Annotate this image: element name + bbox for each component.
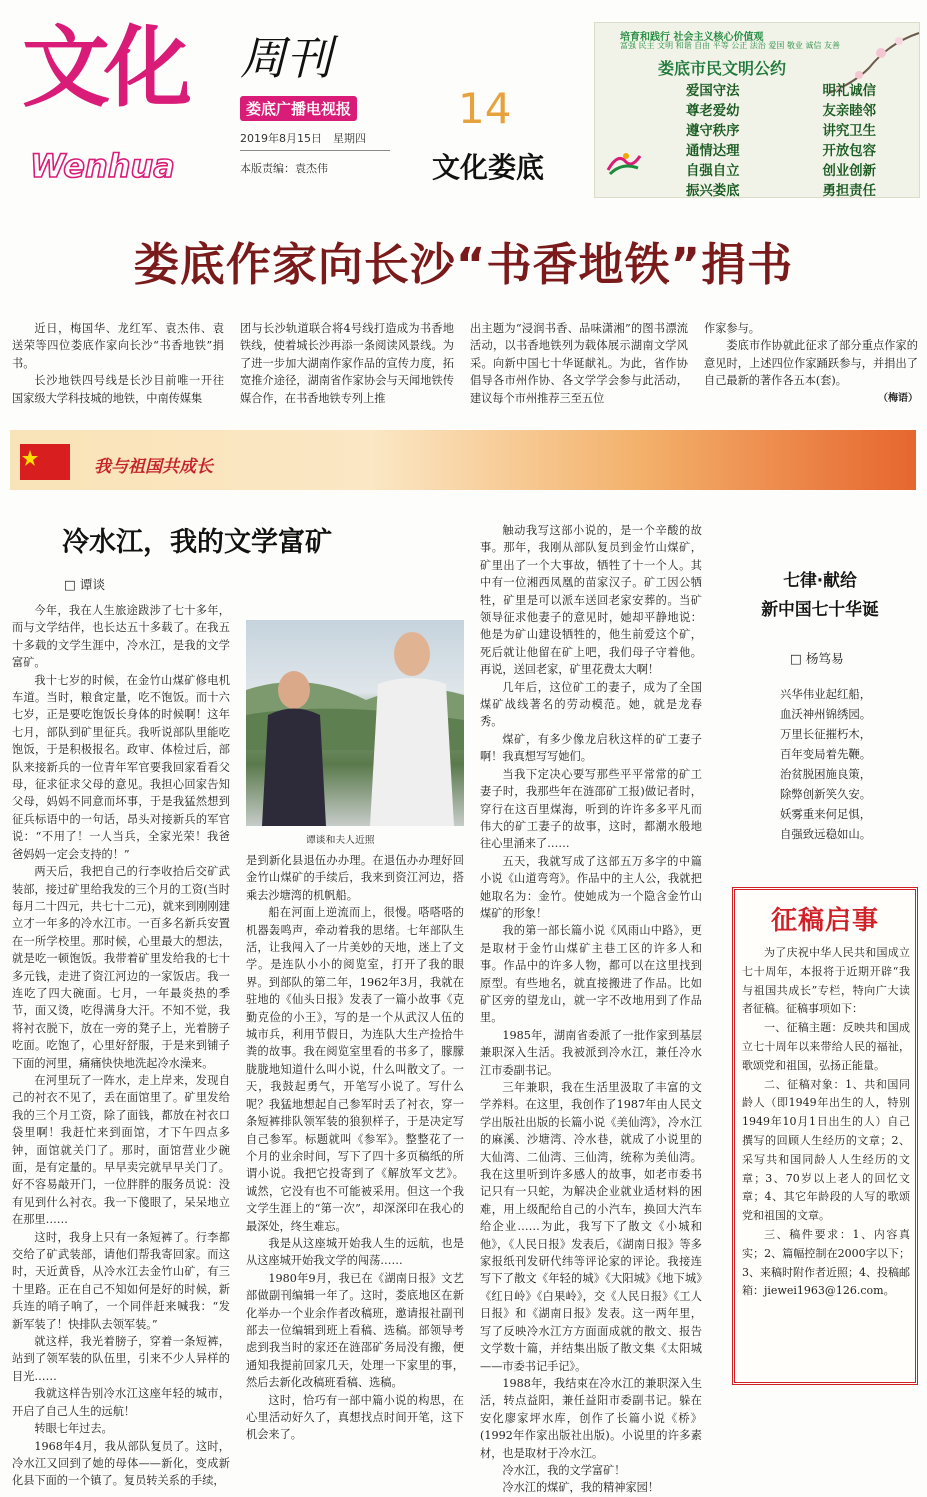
poem-line: 自强致远稳如山。: [780, 827, 872, 841]
column-banner-label: 我与祖国共成长: [94, 457, 213, 477]
lead-news-column: 作家参与。 娄底市作协就此征求了部分重点作家的意见时，上述四位作家踊跃参与，并捐出了自己最新的著作各五本(套)。 （梅语）: [704, 320, 918, 407]
author-photo: [246, 620, 464, 826]
poem-line: 万里长征摧朽木，: [780, 727, 872, 741]
poem-line: 兴华伟业起红船，: [780, 687, 872, 701]
article-column-3: 触动我写这部小说的，是一个辛酸的故事。那年，我刚从部队复员到金竹山煤矿，矿里出了一个大事故，牺牲了十一个人。其中有一位湘西凤凰的苗家汉子。矿工因公牺牲，矿里是可以派车送回老家安葬的。当矿领导征求他妻子的意见时，她却平静地说：他是为矿山建设牺牲的，他生前爱这个矿，死后就让他留在矿上吧，我们母子守着他。再说，送回老家，矿里花费太大啊！ 几年后，这位矿工的妻子，成为了全国煤矿战线著名的劳动模范。她，就是龙春秀。 煤矿，有多少像龙启秋这样的矿工妻子啊！我真想写写她们。 当我下定决心要写那些平平常常的矿工妻子时，我那些年在涟邵矿工报)做记者时，穿行在这百里煤海，听到的许许多多平凡而伟大的矿工妻子的故事，这时，都潮水般地往心里涌来了…… 五天，我就写成了这部五万多字的中篇小说《山道弯弯》。作品中的主人公，我就把她取名为：金竹。使她成为一个隐含金竹山煤矿的形象！ 我的第一部长篇小说《风雨山中路》，更是取材于金竹山煤矿主巷工区的许多人和事。作品中的许多人物，都可以在这里找到原型。有些地名，就直接搬进了作品。比如矿区旁的望龙山，就一字不改地用到了作品里。 1985年，湖南省委派了一批作家到基层兼职深入生活。我被派到冷水江，兼任冷水江市委副书记。 三年兼职，我在生活里汲取了丰富的文学养料。在这里，我创作了1987年由人民文学出版社出版的长篇小说《美仙湾》，冷水江的麻溪、沙塘湾、冷水巷，就成了小说里的大仙湾、二仙湾、三仙湾，统称为美仙湾。我在这里听到许多感人的故事，如老市委书记只有一只蛇，为解决企业就业适材料的困难，用上级配给自己的小汽车，换回大汽车给企业……为此，我写下了散文《小城和他》，《人民日报》发表后，《湖南日报》等多家报纸刊发研代纬等评论家的评论。我接连写下了散文《年轻的城》《大阳城》《地下城》《红日岭》《白果岭》，交《人民日报》《工人日报》和《湖南日报》发表。这一两年里，写了反映冷水江方方面面成就的散文、报告文学数十篇，并结集出版了散文集《太阳城——市委书记手记》。 1988年，我结束在冷水江的兼职深入生活，转点益阳，兼任益阳市委副书记。躲在安化廖家坪水库，创作了长篇小说《桥》(1992年作家出版社出版)。小说里的许多素材，也是取材于冷水江。 冷水江，我的文学富矿！ 冷水江的煤矿，我的精神家园！: [480, 524, 702, 1495]
poem-line: 血沃神州锦绣园。: [780, 707, 872, 721]
section-name: 文化娄底: [432, 151, 545, 184]
convention-row: 通情达理 开放包容: [686, 144, 876, 159]
core-values-header: 培育和践行 社会主义核心价值观: [620, 32, 764, 43]
masthead-wenhua: 文化: [22, 16, 187, 119]
lead-news-column: 团与长沙轨道联合将4号线打造成为书香地铁线，使着城长沙再添一条阅读风景线。为了进一步加大湖南作家作品的宣传力度，拓宽推介途径，湖南省作家协会与天闻地铁传媒合作，在书香地铁专列上推: [240, 322, 454, 405]
masthead-wenhua-en: Wenhua: [30, 147, 175, 185]
convention-row: 遵守秩序 讲究卫生: [686, 124, 876, 139]
civic-convention-title: 娄底市民文明公约: [658, 59, 787, 78]
civilized-city-logo: [604, 148, 644, 180]
convention-row: 爱国守法 明礼诚信: [686, 84, 876, 99]
convention-row: 振兴娄底 勇担责任: [686, 184, 876, 199]
poem-line: 治贫脱困施良策，: [780, 767, 872, 781]
call-for-papers-body: 为了庆祝中华人民共和国成立七十周年，本报将于近期开辟“我与祖国共成长”专栏，特向广大读者征稿。征稿事项如下： 一、征稿主题：反映共和国成立七十周年以来带给人民的福祉，歌颂党和祖国，弘扬正能量。 二、征稿对象：1、共和国同龄人（即1949年出生的人，特别1949年10月1日出生的人）自己撰写的回顾人生经历的文章；2、采写共和国同龄人人生经历的文章；3、70岁以上老人的回忆文章；4、其它年龄段的人写的歌颂党和祖国的文章。 三、稿件要求：1、内容真实；2、篇幅控制在2000字以下；3、来稿时附作者近照；4、投稿邮箱：jiewei1963@126.com。: [742, 946, 910, 1298]
poem-line: 除弊创新笑久安。: [780, 787, 872, 801]
call-for-papers-title: 征稿启事: [770, 906, 879, 936]
article-byline: □ 谭谈: [64, 577, 106, 592]
author-couple-photo: [246, 620, 464, 826]
convention-row: 尊老爱幼 友亲睦邻: [686, 104, 876, 119]
masthead-divider: [240, 150, 390, 151]
convention-row: 自强自立 创业创新: [686, 164, 876, 179]
masthead-org-badge: 娄底广播电视报: [240, 96, 357, 121]
page-number: 14: [458, 84, 512, 133]
civic-convention-grid: [686, 82, 876, 202]
main-headline: 娄底作家向长沙“书香地铁”捐书: [133, 238, 794, 291]
poem-title: 七律·献给 新中国七十华诞: [761, 570, 879, 619]
photo-caption: 谭谈和夫人近照: [306, 835, 375, 846]
poem-line: 百年变局着先鞭。: [780, 747, 872, 761]
lead-news-column: 出主题为“浸润书香、品味潇湘”的图书漂流活动，以书香地铁列为载体展示湖南文学风采。向新中国七十华诞献礼。为此，省作协倡导各市州作协、各文学学会参与此活动，建议每个市州推荐三至五位: [470, 322, 688, 405]
poem-byline: □ 杨笃易: [790, 651, 844, 666]
poem-line: 妖雾重来何足惧，: [780, 807, 872, 821]
masthead-weekly: 周刊: [240, 31, 332, 85]
article-column-1: 今年，我在人生旅途跋涉了七十多年，而与文学结伴，也长达五十多载了。在我五十多载的文学生涯中，冷水江，是我的文学富矿。 我十七岁的时候，在金竹山煤矿修电机车道。当时，粮食定量，吃不饱饭。而十六七岁，正是要吃饱饭长身体的时候啊！这年七月，部队到矿里征兵。我听说部队里能吃饱饭，于是积极报名。政审、体检过后，部队来接新兵的一位青年军官要我回家看看父母，征求征求父母的意见。我担心回家告知父母，妈妈不同意而坏事，于是我猛然想到征兵标语中的一句话，昂头对接新兵的军官说：“不用了！一人当兵，全家光荣！我爸爸妈妈一定会支持的！” 两天后，我把自己的行李收拾后交矿武装部，接过矿里给我发的三个月的工资(当时每月二十四元，共七十二元)，就来到刚刚建立才一年多的冷水江市。一百多名新兵安置在一所学校里。那时候，心里最大的想法，就是吃一顿饱饭。我带着矿里发给我的七十多元钱，走进了资江河边的一家饭店。我一连吃了四大碗面。七月，一年最炎热的季节，面又烫，吃得满身大汗。不知不觉，我将衬衣脱下，放在一旁的凳子上，光着膀子吃面。吃饱了，心里好舒服，于是来到铺子下面的河里，痛痛快快地洗起冷水澡来。 在河里玩了一阵水，走上岸来，发现自己的衬衣不见了，丢在面馆里了。矿里发给我的三个月工资，除了面钱，都放在衬衣口袋里啊！我赶忙来到面馆，才下午四点多钟，面馆就关门了。那时，面馆营业少碗面，是有定量的。早早卖完就早早关门了。好不容易敲开门，一位胖胖的服务员说：没有见到什么衬衣。我一下傻眼了，呆呆地立在那里…… 这时，我身上只有一条短裤了。行李都交给了矿武装部，请他们帮我寄回家。而这时，天近黄昏，从冷水江去金竹山矿，有三十里路。正在自己不知如何是好的时候，新兵连的哨子响了，一个同伴赶来喊我：“发新军装了！快排队去领军装。” 就这样，我光着膀子，穿着一条短裤，站到了领军装的队伍里，引来不少人异样的目光…… 我就这样告别冷水江这座年轻的城市，开启了自己人生的远航！ 转眼七年过去。 1968年4月，我从部队复员了。这时，冷水江又回到了她的母体——新化，变成新化县下面的一个镇了。复员转关系的手续，: [12, 604, 230, 1488]
issue-date: 2019年8月15日 星期四: [240, 132, 366, 145]
article-title: 冷水江，我的文学富矿: [62, 527, 332, 558]
editor-credit: 本版责编：袁杰伟: [240, 162, 328, 175]
lead-news-column: 近日，梅国华、龙红军、袁杰伟、袁送荣等四位娄底作家向长沙“书香地铁”捐书。 长沙地铁四号线是长沙目前唯一开往国家级大学科技城的地铁，中南传媒集: [12, 322, 224, 405]
lead-news-credit: （梅语）: [878, 392, 918, 404]
national-flag-icon: [20, 442, 70, 482]
core-values-list: 富强 民主 文明 和谐 自由 平等 公正 法治 爱国 敬业 诚信 友善: [620, 41, 840, 50]
article-column-2: 是到新化县退伍办办理。在退伍办办理好回金竹山煤矿的手续后，我来到资江河边，搭乘去沙塘湾的机帆船。 船在河面上逆流而上，很慢。嗒嗒嗒的机器轰鸣声，牵动着我的思绪。七年部队生活，让我闯入了一片美妙的天地，迷上了文学。是连队小小的阅览室，打开了我的眼界。到部队的第二年，1962年3月，我就在驻地的《仙头日报》发表了一篇小故事《克勤克俭的小王》，写的是一个从武汉人伍的城市兵，利用节假日，为连队大生产捡拾牛粪的故事。我在阅览室里看的书多了，朦朦胧胧地知道什么叫小说，什么叫散文了。一天，我鼓起勇气，开笔写小说了。写什么呢？我猛地想起自己参军时丢了衬衣，穿一条短裤排队领军装的狼狈样子，于是决定写自己参军。标题就叫《参军》。整整花了一个月的业余时间，写下了四十多页稿纸的所谓小说。我把它投寄到了《解放军文艺》。诚然，它没有也不可能被采用。但这一个我文学生涯上的“第一次”，却深深印在我心的最深处，终生难忘。 我是从这座城开始我人生的远航，也是从这座城开始我文学的闯荡…… 1980年9月，我已在《湖南日报》文艺部做副刊编辑一年了。这时，娄底地区在新化举办一个业余作者改稿班，邀请报社副刊部去一位编辑到班上看稿、选稿。部领导考虑到我当时的家还在涟邵矿务局没有搬，便通知我提前回家几天，处理一下家里的事，然后去新化改稿班看稿、选稿。 这时，恰巧有一部中篇小说的构思，在心里活动好久了，真想找点时间开笔，这下机会来了。: [246, 854, 464, 1442]
poem-body: [780, 684, 871, 844]
